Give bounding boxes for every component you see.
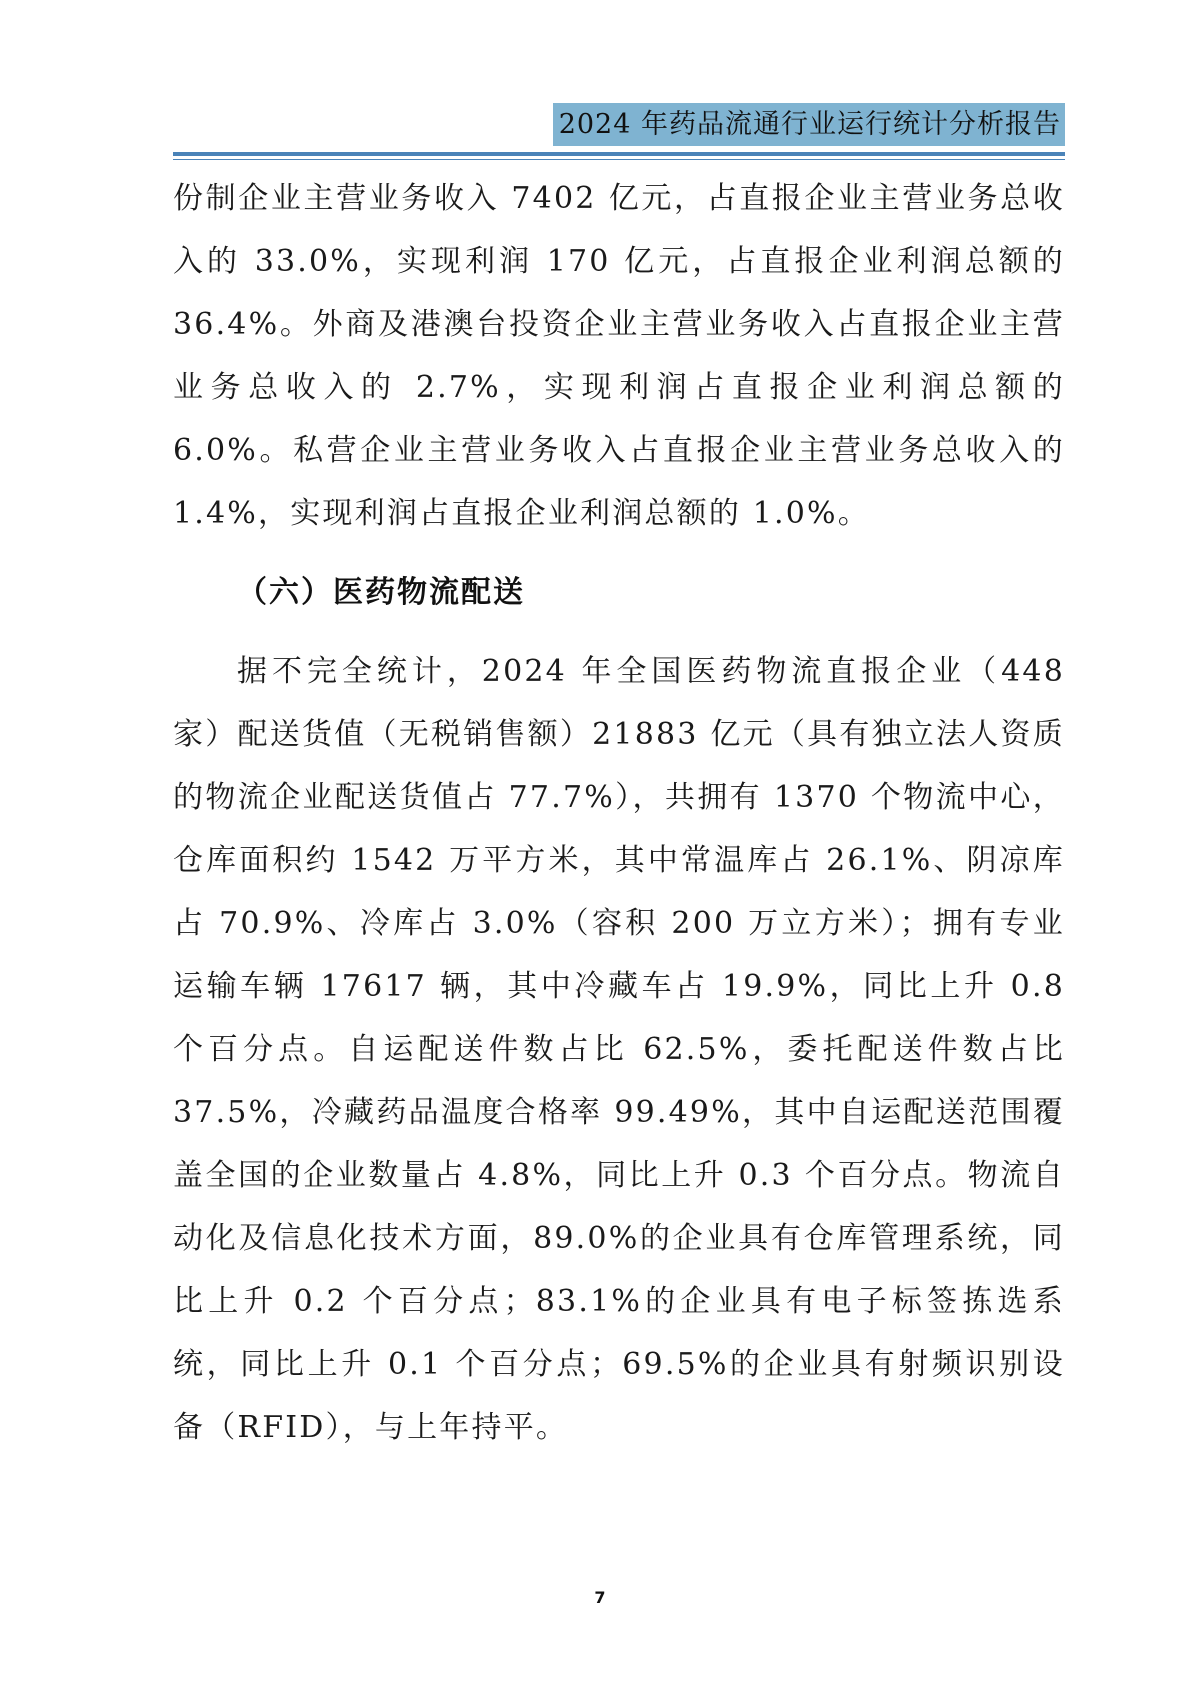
page-number: 7 [594, 1588, 606, 1607]
running-header [173, 103, 1065, 167]
header-divider-thin [173, 159, 1065, 160]
section-heading-logistics: （六）医药物流配送 [237, 575, 525, 610]
report-title: 2024 年药品流通行业运行统计分析报告 [553, 103, 1065, 146]
body-paragraph-logistics-stats: 据不完全统计，2024 年全国医药物流直报企业（448 家）配送货值（无税销售额）21883 亿元（具有独立法人资质的物流企业配送货值占 77.7%），共拥有 1370 个物流中心，仓库面积约 1542 万平方米，其中常温库占 26.1%、阴凉库占 70.9%、冷库占 3.0%（容积 200 万立方米）；拥有专业运输车辆 17617 辆，其中冷藏车占 19.9%，同比上升 0.8 个百分点。自运配送件数占比 62.5%，委托配送件数占比 37.5%，冷藏药品温度合格率 99.49%，其中自运配送范围覆盖全国的企业数量占 4.8%，同比上升 0.3 个百分点。物流自动化及信息化技术方面，89.0%的企业具有仓库管理系统，同比上升 0.2 个百分点；83.1%的企业具有电子标签拣选系统，同比上升 0.1 个百分点；69.5%的企业具有射频识别设备（RFID），与上年持平。 [173, 654, 1065, 1445]
body-paragraph-ownership-stats: 份制企业主营业务收入 7402 亿元，占直报企业主营业务总收入的 33.0%，实现利润 170 亿元，占直报企业利润总额的 36.4%。外商及港澳台投资企业主营业务收入占直报企业主营业务总收入的 2.7%，实现利润占直报企业利润总额的 6.0%。私营企业主营业务收入占直报企业主营业务总收入的 1.4%，实现利润占直报企业利润总额的 1.0%。 [173, 181, 1065, 531]
header-divider-thick [173, 152, 1065, 156]
